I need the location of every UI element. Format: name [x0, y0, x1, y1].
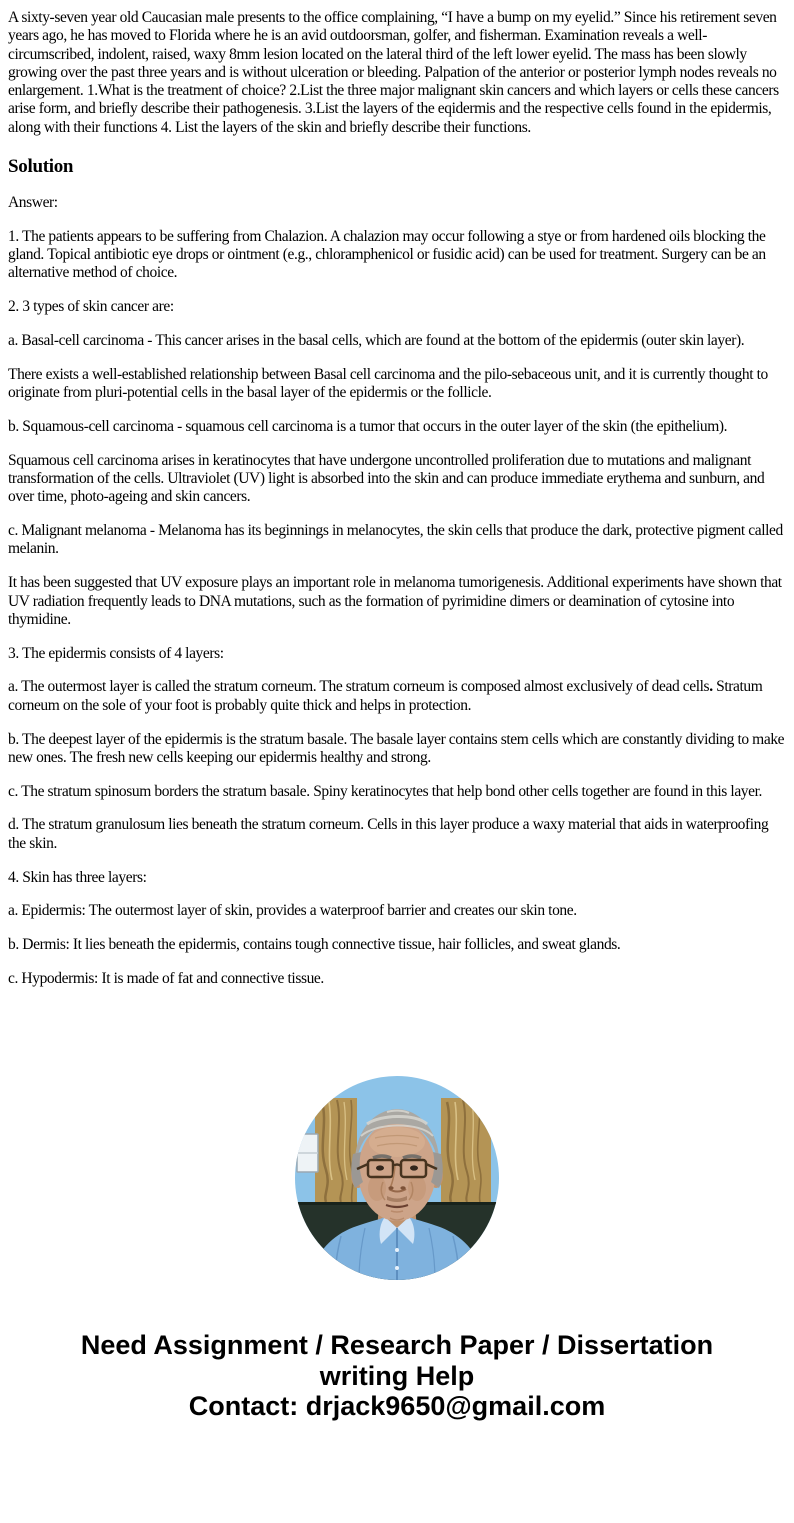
- case-description: A sixty-seven year old Caucasian male presents to the office complaining, “I have a bump on my eyelid.” Since his retirement seven years ago, he has moved to Florida where he is an avid outdoorsman, golfer, and fisherman. Examination reveals a well-circumscribed, indolent, raised, waxy 8mm lesion located on the lateral third of the left lower eyelid. The mass has been slowly growing over the past three years and is without ulceration or bleeding. Palpation of the anterior or posterior lymph nodes reveals no enlargement. 1.What is the treatment of choice? 2.List the three major malignant skin cancers and which layers or cells these cancers arise form, and briefly describe their pathogenesis. 3.List the layers of the eqidermis and the respective cells found in the epidermis, along with their functions 4. List the layers of the skin and briefly describe their functions.: [8, 9, 779, 136]
- answer-paragraph-skin-cancer-intro: 2. 3 types of skin cancer are:: [8, 298, 174, 316]
- avatar-photo: [295, 1076, 499, 1280]
- answer-paragraph-squamous-cell: b. Squamous-cell carcinoma - squamous cell carcinoma is a tumor that occurs in the outer layer of the skin (the epithelium).: [8, 417, 728, 435]
- bold-period: .: [709, 678, 713, 696]
- answer-paragraph-melanoma: c. Malignant melanoma - Melanoma has its beginnings in melanocytes, the skin cells that produce the dark, protective pigment called melanin.: [8, 522, 783, 558]
- answer-paragraph-stratum-granulosum: d. The stratum granulosum lies beneath the stratum corneum. Cells in this layer produce a waxy material that aids in waterproofing the skin.: [8, 816, 769, 852]
- answer-paragraph-skin-layers: 4. Skin has three layers:: [8, 868, 147, 886]
- answer-paragraph-chalazion: 1. The patients appears to be suffering from Chalazion. A chalazion may occur following a stye or from hardened oils blocking the gland. Topical antibiotic eye drops or ointment (e.g., chloramphenicol or fusidic acid) can be used for treatment. Surgery can be an alternative method of choice.: [8, 227, 766, 282]
- answer-paragraph-dermis-def: b. Dermis: It lies beneath the epidermis, contains tough connective tissue, hair follicles, and sweat glands.: [8, 936, 621, 954]
- answer-paragraph-basal-cell: a. Basal-cell carcinoma - This cancer arises in the basal cells, which are found at the bottom of the epidermis (outer skin layer).: [8, 332, 745, 350]
- avatar: [295, 1076, 499, 1280]
- answer-paragraph-stratum-spinosum: c. The stratum spinosum borders the stratum basale. Spiny keratinocytes that help bond other cells together are found in this layer.: [8, 782, 763, 800]
- promo-banner: [8, 1330, 786, 1422]
- promo-contact-email: Contact: drjack9650@gmail.com: [188, 1391, 606, 1422]
- promo-line-2: writing Help: [319, 1360, 475, 1391]
- answer-paragraph-basal-pathogenesis: There exists a well-established relationship between Basal cell carcinoma and the pilo-sebaceous unit, and it is currently thought to originate from pluri-potential cells in the basal layer of the epidermis or the follicle.: [8, 365, 768, 402]
- paragraph-text: a. The outermost layer is called the stratum corneum. The stratum corneum is composed almost exclusively of dead cells: [8, 678, 710, 696]
- paragraph-text: Stratum corneum on the sole of your foot is probably quite thick and helps in protection.: [8, 678, 763, 714]
- avatar-curtain-left: [315, 1098, 357, 1202]
- answer-label: Answer:: [8, 194, 58, 212]
- answer-paragraph-stratum-corneum: [8, 678, 786, 715]
- answer-paragraph-melanoma-pathogenesis: It has been suggested that UV exposure plays an important role in melanoma tumorigenesis. Additional experiments have shown that UV radiation frequently leads to DNA mutations, such as the formation of pyrimidine dimers or deamination of cytosine into thymidine.: [8, 574, 782, 628]
- answer-paragraph-epidermis-layers: 3. The epidermis consists of 4 layers:: [8, 644, 224, 662]
- answer-paragraph-squamous-pathogenesis: Squamous cell carcinoma arises in keratinocytes that have undergone uncontrolled proliferation due to mutations and malignant transformation of the cells. Ultraviolet (UV) light is absorbed into the skin and can produce immediate erythema and sunburn, and over time, photo-ageing and skin cancers.: [8, 451, 765, 506]
- solution-heading: Solution: [8, 156, 74, 178]
- answer-paragraph-stratum-basale: b. The deepest layer of the epidermis is the stratum basale. The basale layer contains stem cells which are constantly dividing to make new ones. The fresh new cells keeping our epidermis healthy and strong.: [8, 730, 785, 766]
- answer-paragraph-epidermis-def: a. Epidermis: The outermost layer of skin, provides a waterproof barrier and creates our skin tone.: [8, 902, 577, 920]
- answer-paragraph-hypodermis-def: c. Hypodermis: It is made of fat and connective tissue.: [8, 969, 324, 987]
- promo-line-1: Need Assignment / Research Paper / Dissertation: [80, 1330, 714, 1361]
